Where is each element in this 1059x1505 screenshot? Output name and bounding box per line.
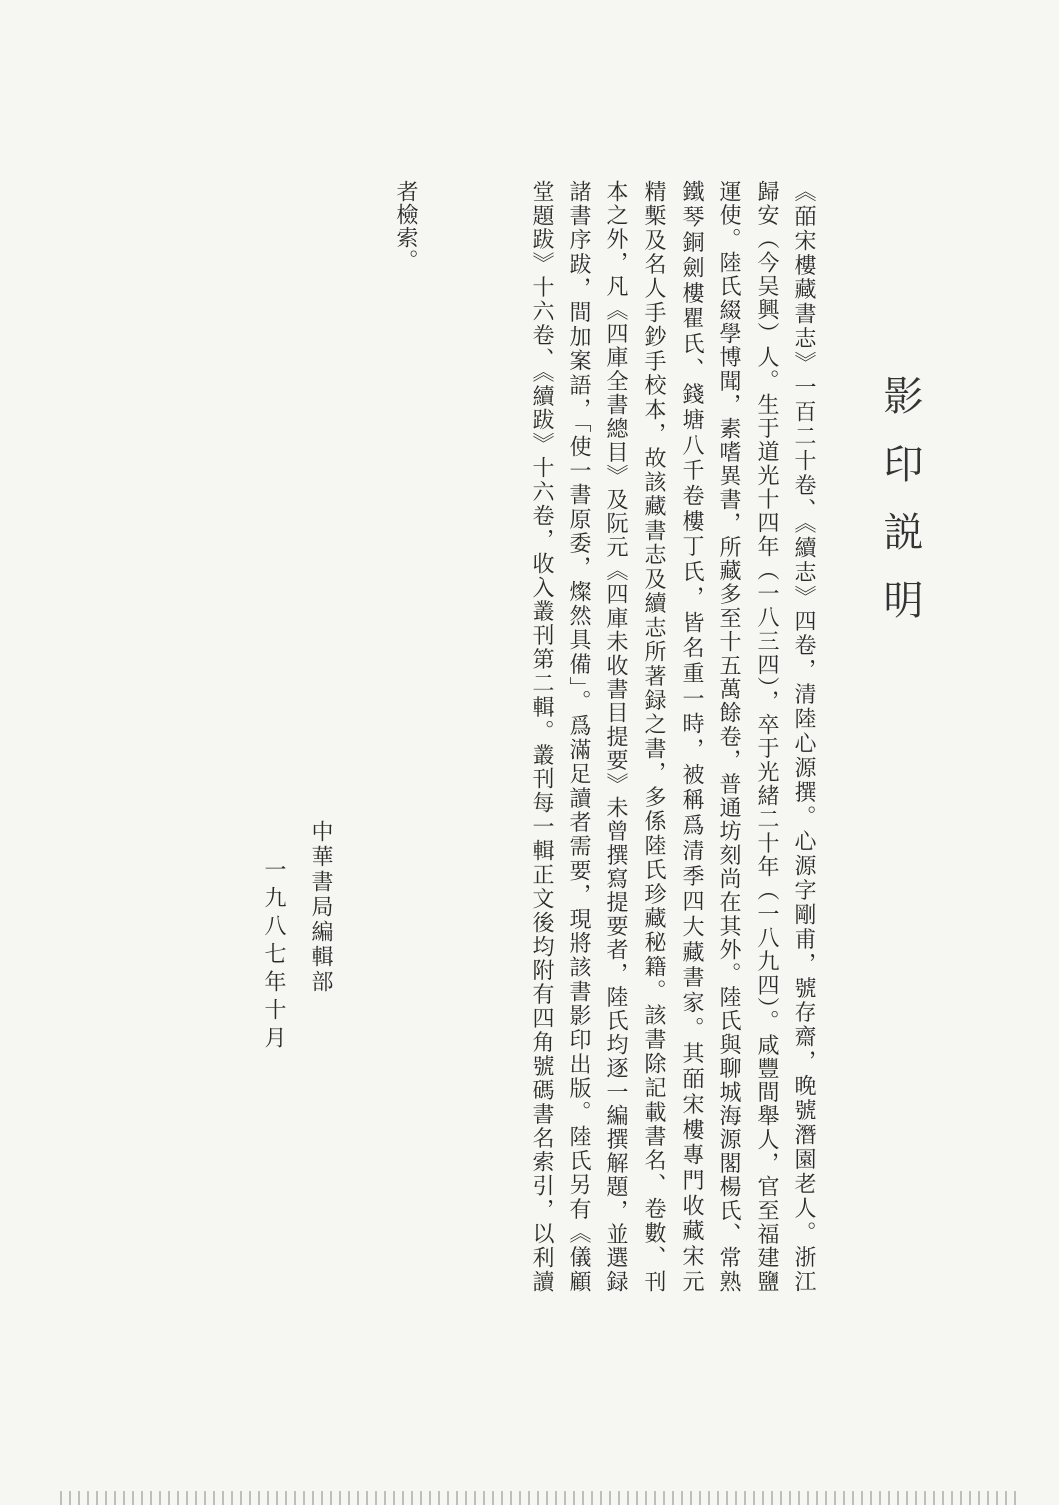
- text-column: 諸書序跋，間加案語，「使一書原委，燦然具備」。爲滿足讀者需要，現將該書影印出版。陸氏另有《儀顧: [566, 180, 591, 1292]
- text-column: 《皕宋樓藏書志》一百二十卷、《續志》四卷，清陸心源撰。心源字剛甫，號存齋，晚號潛園老人。浙江: [791, 180, 816, 1292]
- page-title: 影印説明: [877, 375, 923, 647]
- publication-date: 一九八七年十月: [261, 858, 286, 1054]
- text-column: 鐵琴銅劍樓瞿氏、錢塘八千卷樓丁氏，皆名重一時，被稱爲清季四大藏書家。其皕宋樓專門收藏宋元: [679, 180, 704, 1292]
- text-column: 堂題跋》十六卷、《續跋》十六卷，收入叢刊第二輯。叢刊每一輯正文後均附有四角號碼書名索引，以利讀: [529, 180, 554, 1292]
- text-column: 精槧及名人手鈔手校本，故該藏書志及續志所著録之書，多係陸氏珍藏秘籍。該書除記載書名、卷數、刊: [641, 180, 666, 1292]
- scan-edge-marks: [60, 1491, 1019, 1505]
- publisher-signature: 中華書局編輯部: [308, 820, 333, 995]
- text-column-last: 者檢索。: [393, 180, 418, 272]
- text-column: 本之外，凡《四庫全書總目》及阮元《四庫未收書目提要》未曾撰寫提要者，陸氏均逐一編撰解題，並選録: [603, 180, 628, 1292]
- text-column: 歸安（今吴興）人。生于道光十四年（一八三四），卒于光緒二十年（一八九四）。咸豐間舉人，官至福建鹽: [754, 180, 779, 1292]
- text-column: 運使。陸氏綴學博聞，素嗜異書，所藏多至十五萬餘卷，普通坊刻尚在其外。陸氏與聊城海源閣楊氏、常熟: [716, 180, 741, 1292]
